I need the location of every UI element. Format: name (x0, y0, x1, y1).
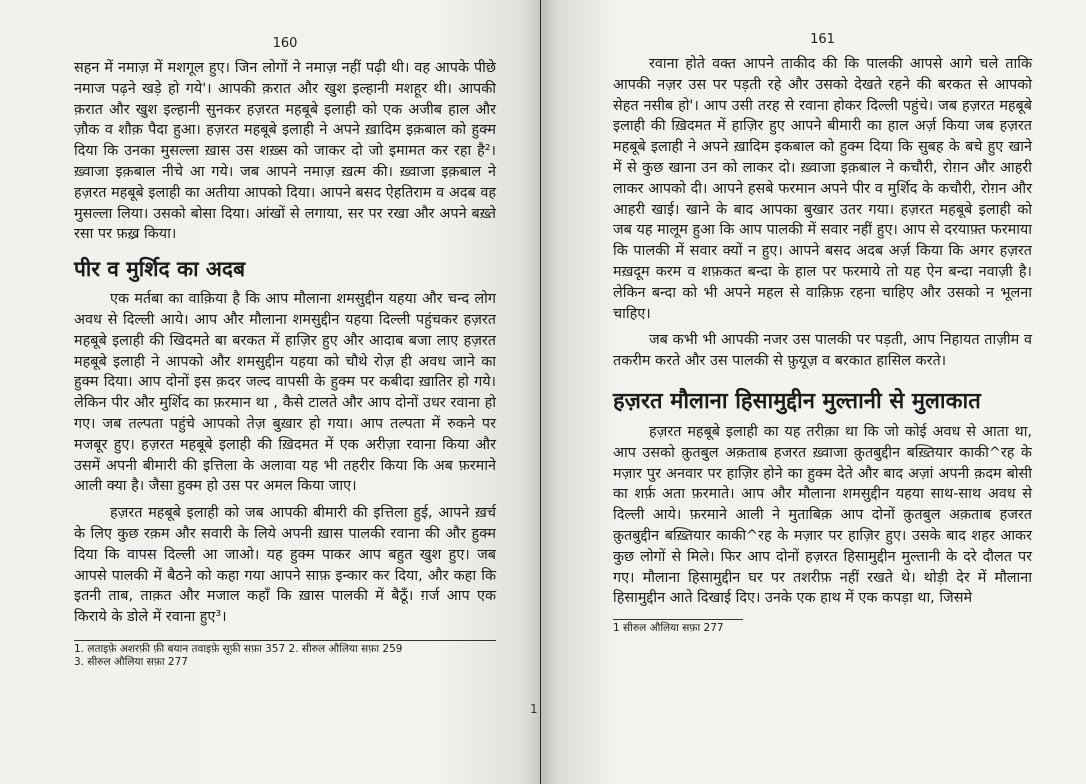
footnote: 1. लताइफ़े अशरफ़ी फ़ी बयान तवाइफ़े सूफ़ी सफ़ा 357 2. सीरुल औलिया सफ़ा 259 (74, 642, 403, 655)
footnote-divider (613, 619, 743, 620)
paragraph: जब कभी भी आपकी नजर उस पालकी पर पड़ती, आप निहायत ताज़ीम व तकरीम करते और उस पालकी से फ़ुयूज़ व बरकात हासिल करते। (613, 332, 1032, 370)
right-page (541, 0, 1086, 784)
paragraph: हज़रत महबूबे इलाही को जब आपकी बीमारी की इत्तिला हुई, आपने ख़र्च के लिए कुछ रक़म और सवारी के लिये अपनी ख़ास पालकी रवाना की और हुक्म दिया कि वापस दिल्ली आ जाओ। यह हुक्म पाकर आप बहुत खुश हुए। जब आपसे पालकी में बैठने को कहा गया आपने साफ़ इन्कार कर दिया, और कहा कि इतनी ताब, ताक़त और मजाल कहाँ कि ख़ास पालकी में बैठूँ। ग़र्ज आप एक किराये के डोले में रवाना हुए³। (74, 505, 496, 626)
footnote: 1 सीरुल औलिया सफ़ा 277 (613, 622, 724, 635)
paragraph: हज़रत महबूबे इलाही का यह तरीक़ा था कि जो कोई अवध से आता था, आप उसको क़ुतबुल अक़ताब हजरत ख़्वाजा क़ुतबुद्दीन बख़्तियार काकी^रह के मज़ार पुर अनवार पर हाज़िर होने का हुक्म देते और बाद अज़ां अपनी क़दम बोसी का शर्फ़ अता फ़रमाते। आप और मौलाना शमसुद्दीन यहया साथ-साथ अवध से दिल्ली आये। फ़रमाने आली ने मुताबिक़ आप दोनों क़ुतबुल अक़ताब हजरत क़ुतबुद्दीन बख़्तियार काकी^रह के मज़ार पर हाज़िर हुए। उसके बाद शहर आकर कुछ लोगों से मिले। फिर आप दोनों हज़रत हिसामुद्दीन मुल्तानी के दरे दौलत पर गए। मौलाना हिसामुद्दीन घर पर तशरीफ़ नहीं रखते थे। थोड़ी देर में मौलाना हिसामुद्दीन आते दिखाई दिए। उनके एक हाथ में एक कपड़ा था, जिसमे (613, 423, 1032, 607)
section-heading: पीर व मुर्शिद का अदब (74, 257, 246, 282)
footnote-divider (74, 640, 496, 641)
page-number: 161 (810, 32, 835, 47)
gutter-page-mark: 1 (530, 702, 538, 716)
paragraph: रवाना होते वक्त आपने ताकीद की कि पालकी आपसे आगे चले ताकि आपकी नज़र उस पर पड़ती रहे और उसको देखते रहने की बरकत से आपको सेहत नसीब हो'। आप उसी तरह से रवाना होकर दिल्ली पहुंचे। जब हज़रत महबूबे इलाही की ख़िदमत में हाज़िर हुए आपने बीमारी का हाल अर्ज़ किया जब हज़रत महबूबे इलाही ने अपने ख़ादिम इकबाल को हुक्म दिया कि सुबह के बचे हुए खाने में से कुछ खाना उन को लाकर दो। ख़्वाजा इक़बाल ने कचौरी, रोग़न और आहरी लाकर आपको दी। आपने हसबे फरमान अपने पीर व मुर्शिद के कचौरी, रोग़न और आहरी खाई। खाने के बाद आपका बुखार उतर गया। हज़रत महबूबे इलाही को जब यह मालूम हुआ कि आप पालकी में सवार नहीं हुए। आप से दरयाफ़्त फरमाया कि पालकी में सवार क्यों न हुए। आपने बसद अदब अर्ज़ किया कि अगर हज़रत मख़दूम करम व शफ़कत बन्दा के हाल पर फरमाये तो यह ऐन बन्दा नवाज़ी है। लेकिन बन्दा को भी अपने महल से वाक़िफ़ रहना चाहिए और उसको न भूलना चाहिए। (613, 56, 1032, 322)
section-heading: हज़रत मौलाना हिसामुद्दीन मुल्तानी से मुलाकात (613, 388, 981, 414)
paragraph: एक मर्तबा का वाक़िया है कि आप मौलाना शमसुद्दीन यहया और चन्द लोग अवध से दिल्ली आये। आप और मौलाना शमसुद्दीन यहया दिल्ली पहुंचकर हज़रत महबूबे इलाही की खिदमते बा बरकत में हाज़िर हुए और आदाब बजा लाए हज़रत महबूबे इलाही ने आपको और शमसुद्दीन यहया को चौथे रोज़ ही अवध जाने का हुक्म दिया। आप दोनों इस क़दर जल्द वापसी के हुक्म पर कबीदा ख़ातिर हो गये। लेकिन पीर और मुर्शिद का फ़रमान था , कैसे टालते और आप दोनों उधर रवाना हो गए। जब तल्पता पहुंचे आपको तेज़ बुख़ार हो गया। आप तल्पता में रुकने पर मजबूर हुए। हज़रत महबूबे इलाही की ख़िदमत में एक अरीज़ा रवाना किया और उसमें अपनी बीमारी की इत्तिला के अलावा यह भी तहरीर किया कि अब फ़रमाने आली क्या है। जैसा हुक्म हो उस पर अमल किया जाए। (74, 291, 496, 495)
page-number: 160 (272, 36, 298, 51)
footnote: 3. सीरुल औलिया सफ़ा 277 (74, 655, 188, 668)
left-page (0, 0, 540, 784)
paragraph: सहन में नमाज़ में मशगूल हुए। जिन लोगों ने नमाज़ नहीं पढ़ी थी। वह आपके पीछे नमाज पढ़ने खड़े हो गये'। आपकी क़रात और खुश इल्हानी मशहूर थी। आपकी क़रात और खुश इल्हानी सुनकर हज़रत महबूबे इलाही को एक अजीब हाल और ज़ौक व शौक़ पैदा हुआ। हज़रत महबूबे इलाही ने अपने ख़ादिम इक़बाल को हुक्म दिया कि उनका मुसल्ला ख़ास उस शख़्स को जाकर दो जो इमामत कर रहा है²। ख़्वाजा इक़बाल नीचे आ गये। जब आपने नमाज़ ख़त्म की। ख़्वाजा इक़बाल ने हज़रत महबूबे इलाही का अतीया आपको दिया। आपने बसद ऐहतिराम व अदब वह मुसल्ला लिया। उसको बोसा दिया। आंखों से लगाया, सर पर रखा और अपने बख़्ते रसा पर फ़ख़्र किया। (74, 60, 496, 243)
